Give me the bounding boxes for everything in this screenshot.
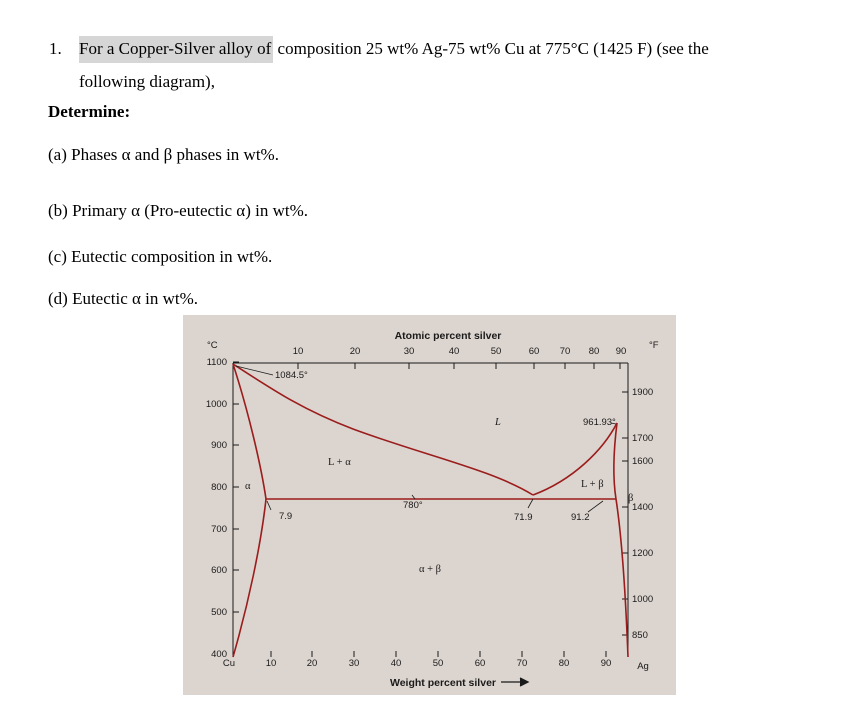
l-beta-label: L + β (581, 479, 604, 490)
left-tick-label: 700 (211, 524, 227, 535)
top-tick-label: 20 (349, 346, 361, 357)
bottom-tick-label: 40 (390, 658, 402, 669)
determine-heading: Determine: (48, 102, 131, 121)
phase-diagram (183, 315, 676, 695)
bottom-tick-label: 20 (306, 658, 318, 669)
question-rest: composition 25 wt% Ag-75 wt% Cu at 775°C (1425 F) (see the (273, 39, 709, 58)
top-tick-label: 80 (588, 346, 600, 357)
bottom-tick-label: 30 (348, 658, 360, 669)
eutectic-comp-label: 71.9 (514, 512, 533, 523)
right-tick-label: 1600 (632, 456, 654, 467)
part-d: (d) Eutectic α in wt%. (48, 289, 199, 308)
liquidus-left (233, 364, 533, 495)
solvus-alpha (233, 499, 266, 657)
right-tick-label: 1400 (632, 502, 654, 513)
right-tick-label: 850 (632, 630, 648, 641)
right-tick-label: 1900 (632, 387, 654, 398)
arrow-right-icon (501, 678, 528, 686)
alpha-label: α (245, 481, 251, 492)
solidus-alpha (233, 364, 266, 499)
question-line-2: following diagram), (79, 72, 215, 91)
bottom-tick-label: 10 (265, 658, 277, 669)
top-tick-label: 60 (528, 346, 540, 357)
cu-end-label: Cu (222, 658, 236, 669)
eutectic-temp-label: 780° (403, 500, 423, 511)
liquidus-right (533, 423, 617, 495)
bottom-tick-label: 50 (432, 658, 444, 669)
liquid-label: L (495, 417, 501, 428)
ag-melting-label: 961.93° (583, 417, 616, 428)
right-tick-label: 1700 (632, 433, 654, 444)
top-tick-label: 40 (448, 346, 460, 357)
part-a: (a) Phases α and β phases in wt%. (48, 145, 279, 164)
bottom-axis-title: Weight percent silver (389, 677, 497, 689)
right-unit: °F (649, 340, 659, 351)
beta-label: β (628, 493, 634, 504)
part-c: (c) Eutectic composition in wt%. (48, 247, 273, 266)
left-tick-label: 400 (211, 649, 227, 660)
top-tick-label: 90 (615, 346, 627, 357)
left-tick-marks (233, 362, 239, 612)
top-tick-label: 50 (490, 346, 502, 357)
question-highlight: For a Copper-Silver alloy of (79, 36, 273, 63)
left-unit: °C (207, 340, 218, 351)
question-number: 1. (49, 39, 62, 58)
bottom-tick-label: 70 (516, 658, 528, 669)
part-b: (b) Primary α (Pro-eutectic α) in wt%. (48, 201, 308, 220)
top-axis-title: Atomic percent silver (394, 330, 502, 342)
ag-end-label: Ag (637, 661, 649, 672)
annotation-pointers (236, 366, 616, 512)
bottom-tick-label: 80 (558, 658, 570, 669)
top-tick-label: 10 (292, 346, 304, 357)
right-tick-label: 1000 (632, 594, 654, 605)
left-tick-label: 600 (211, 565, 227, 576)
top-tick-marks (298, 363, 620, 369)
left-tick-label: 800 (211, 482, 227, 493)
phase-boundaries (233, 364, 628, 657)
bottom-tick-marks (271, 651, 606, 657)
beta-limit-label: 91.2 (571, 512, 590, 523)
right-tick-label: 1200 (632, 548, 654, 559)
alpha-beta-label: α + β (419, 564, 442, 575)
left-tick-label: 1100 (206, 357, 227, 368)
left-tick-label: 500 (211, 607, 227, 618)
bottom-tick-label: 90 (600, 658, 612, 669)
solvus-beta (616, 499, 628, 657)
solidus-beta (614, 423, 617, 499)
l-alpha-label: L + α (328, 457, 351, 468)
cu-melting-label: 1084.5° (275, 370, 308, 381)
left-tick-label: 1000 (205, 399, 227, 410)
top-tick-label: 30 (403, 346, 415, 357)
alpha-limit-label: 7.9 (279, 511, 293, 522)
phase-diagram-figure (183, 315, 676, 695)
question-line-1 (79, 39, 709, 59)
left-tick-label: 900 (211, 440, 227, 451)
top-tick-label: 70 (559, 346, 571, 357)
bottom-tick-label: 60 (474, 658, 486, 669)
